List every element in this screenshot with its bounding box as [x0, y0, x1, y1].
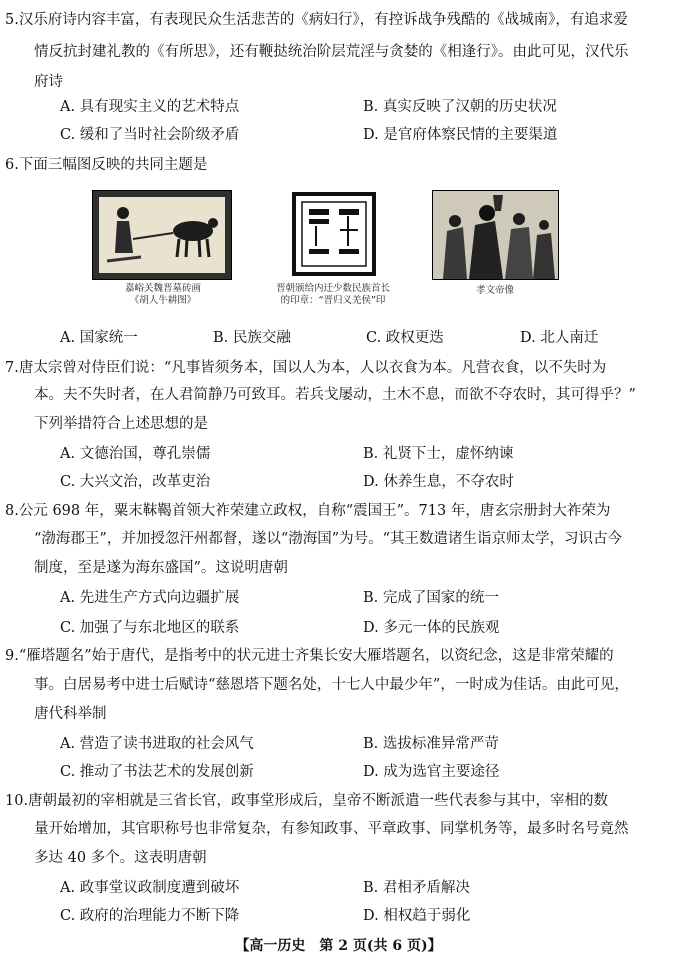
- q10-option-c: C. 政府的治理能力不断下降: [60, 908, 240, 924]
- q8-line3: 制度，至是遂为海东盛国”。这说明唐朝: [34, 560, 288, 576]
- ox-plowing-mural-image: [92, 190, 232, 280]
- ox-plowing-mural-drawing: [93, 191, 231, 279]
- figure1-caption-line2: 《胡人牛耕图》: [129, 295, 197, 306]
- q6-line1: 6.下面三幅图反映的共同主题是: [5, 157, 208, 173]
- q10-option-d: D. 相权趋于弱化: [363, 908, 471, 924]
- q7-option-b: B. 礼贤下士，虚怀纳谏: [363, 446, 514, 462]
- q5-option-a: A. 具有现实主义的艺术特点: [60, 99, 240, 115]
- q7-option-a: A. 文德治国，尊孔崇儒: [60, 446, 211, 462]
- q9-option-c: C. 推动了书法艺术的发展创新: [60, 764, 254, 780]
- q8-option-b: B. 完成了国家的统一: [363, 590, 499, 606]
- q7-line1: 7.唐太宗曾对侍臣们说：“凡事皆须务本，国以人为本，人以衣食为本。凡营衣食，以不失时为: [5, 360, 607, 376]
- q8-option-c: C. 加强了与东北地区的联系: [60, 620, 240, 636]
- q9-option-a: A. 营造了读书进取的社会风气: [60, 736, 254, 752]
- q7-option-c: C. 大兴文治，改革吏治: [60, 474, 211, 490]
- seal-image: [290, 190, 378, 278]
- q8-option-a: A. 先进生产方式向边疆扩展: [60, 590, 240, 606]
- q9-option-d: D. 成为选官主要途径: [363, 764, 500, 780]
- q10-option-b: B. 君相矛盾解决: [363, 880, 470, 896]
- q8-option-d: D. 多元一体的民族观: [363, 620, 500, 636]
- q7-line3: 下列举措符合上述思想的是: [34, 416, 208, 432]
- xiaowen-emperor-image: [432, 190, 559, 280]
- q9-option-b: B. 选拔标准异常严苛: [363, 736, 499, 752]
- q5-option-d: D. 是官府体察民情的主要渠道: [363, 127, 558, 143]
- figure3-caption: 孝文帝像: [475, 285, 514, 296]
- q10-line3: 多达 40 多个。这表明唐朝: [34, 850, 207, 866]
- q9-line1: 9.“雁塔题名”始于唐代，是指考中的状元进士齐集长安大雁塔题名，以资纪念，这是非常荣耀的: [5, 648, 614, 664]
- figure1-caption-line1: 嘉峪关魏晋墓砖画: [124, 283, 201, 294]
- q7-option-d: D. 休养生息，不夺农时: [363, 474, 514, 490]
- q7-line2: 本。夫不失时者，在人君简静乃可致耳。若兵戈屡动，土木不息，而欲不夺农时，其可得乎？”: [34, 387, 636, 403]
- q8-line2: “渤海郡王”，并加授忽汗州都督，遂以“渤海国”为号。“其王数遣诸生诣京师太学，习识古今: [34, 531, 623, 547]
- q9-line2: 事。白居易考中进士后赋诗“慈恩塔下题名处，十七人中最少年”，一时成为佳话。由此可见，: [34, 677, 629, 693]
- seal-drawing: [290, 190, 378, 278]
- xiaowen-emperor-drawing: [433, 191, 558, 279]
- q8-line1: 8.公元 698 年，粟末靺鞨首领大祚荣建立政权，自称“震国王”。713 年，唐玄宗册封大祚荣为: [5, 503, 611, 519]
- q6-option-c: C. 政权更迭: [366, 330, 444, 346]
- q10-option-a: A. 政事堂议政制度遭到破坏: [60, 880, 240, 896]
- q10-line2: 量开始增加，其官职称号也非常复杂，有参知政事、平章政事、同掌机务等，最多时名号竟然: [34, 821, 629, 837]
- figure2-caption-line2: 的印章：“晋归义羌侯”印: [280, 295, 386, 306]
- page-footer: 【高一历史 第 2 页(共 6 页)】: [235, 938, 442, 954]
- q5-option-c: C. 缓和了当时社会阶级矛盾: [60, 127, 240, 143]
- q5-line2: 情反抗封建礼教的《有所思》，还有鞭挞统治阶层荒淫与贪婪的《相逢行》。由此可见，汉代乐: [34, 44, 629, 60]
- q5-line1: 5.汉乐府诗内容丰富，有表现民众生活悲苦的《病妇行》，有控诉战争残酷的《战城南》，有追求爱: [5, 12, 628, 28]
- q6-option-a: A. 国家统一: [60, 330, 138, 346]
- q5-line3: 府诗: [34, 74, 63, 90]
- q6-option-b: B. 民族交融: [213, 330, 291, 346]
- figure2-caption-line1: 晋朝颁给内迁少数民族首长: [275, 283, 390, 294]
- q9-line3: 唐代科举制: [34, 706, 107, 722]
- q10-line1: 10.唐朝最初的宰相就是三省长官，政事堂形成后，皇帝不断派遣一些代表参与其中，宰相的数: [5, 793, 609, 809]
- q6-option-d: D. 北人南迁: [520, 330, 599, 346]
- q5-option-b: B. 真实反映了汉朝的历史状况: [363, 99, 557, 115]
